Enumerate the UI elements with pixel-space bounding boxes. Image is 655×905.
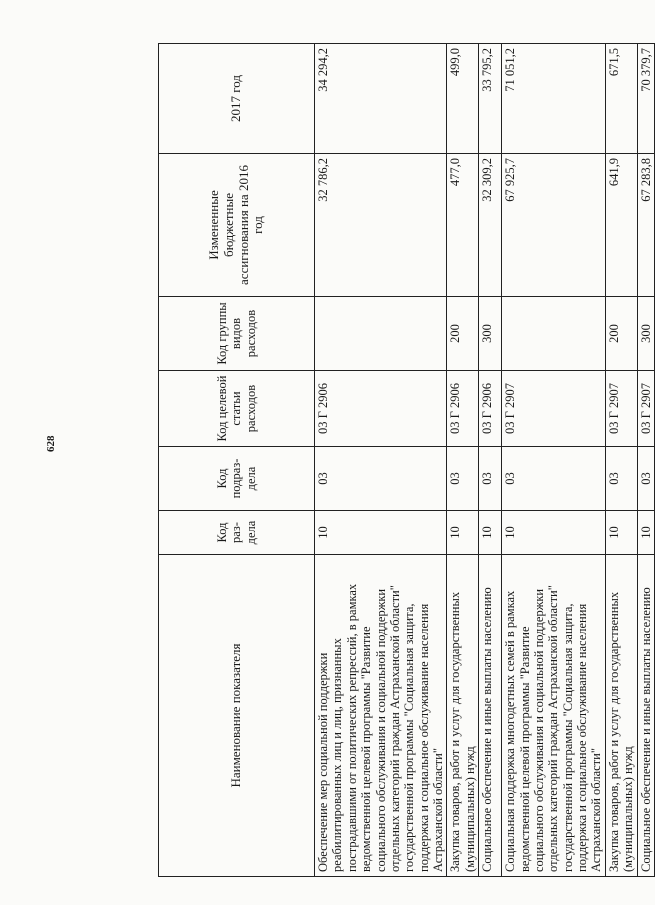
header-indicator-name: Наименование показателя	[159, 555, 315, 877]
cell-target-article-code: 03 Г 2906	[447, 371, 479, 447]
cell-subsection-code: 03	[479, 447, 502, 511]
page-number: 628	[45, 435, 57, 452]
cell-section-code: 10	[447, 511, 479, 555]
cell-indicator-name: Закупка товаров, работ и услуг для государственных (муниципальных) нужд	[447, 555, 479, 877]
cell-expense-group-code: 300	[637, 297, 654, 371]
header-subsection-code: Код подраз-дела	[159, 447, 315, 511]
table-header-row	[159, 44, 315, 877]
cell-subsection-code: 03	[637, 447, 654, 511]
cell-amount-2016: 67 283,8	[637, 154, 654, 297]
cell-section-code: 10	[605, 511, 637, 555]
cell-target-article-code: 03 Г 2907	[637, 371, 654, 447]
cell-target-article-code: 03 Г 2906	[315, 371, 447, 447]
cell-section-code: 10	[502, 511, 606, 555]
cell-indicator-name: Социальное обеспечение и иные выплаты населению	[479, 555, 502, 877]
header-amount-2017: 2017 год	[159, 44, 315, 154]
cell-amount-2017: 671,5	[605, 44, 637, 154]
table-row	[315, 44, 447, 877]
cell-amount-2016: 477,0	[447, 154, 479, 297]
cell-indicator-name: Социальное обеспечение и иные выплаты населению	[637, 555, 654, 877]
cell-subsection-code: 03	[605, 447, 637, 511]
cell-amount-2017: 71 051,2	[502, 44, 606, 154]
table-row	[605, 44, 637, 877]
cell-amount-2017: 499,0	[447, 44, 479, 154]
cell-expense-group-code	[315, 297, 447, 371]
cell-subsection-code: 03	[315, 447, 447, 511]
cell-section-code: 10	[479, 511, 502, 555]
rotated-table-container	[158, 44, 653, 877]
cell-amount-2017: 70 379,7	[637, 44, 654, 154]
cell-expense-group-code: 300	[479, 297, 502, 371]
cell-section-code: 10	[315, 511, 447, 555]
cell-amount-2017: 34 294,2	[315, 44, 447, 154]
cell-indicator-name: Обеспечение мер социальной поддержки реабилитированных лиц и лиц, признанных пострадавшими от политических репрессий, в рамках ведомственной целевой программы "Развитие социального обслуживания и социальной поддержки отдельных категорий граждан Астраханской области" государственной программы "Социальная защита, поддержка и социальное обслуживание населения Астраханской области"	[315, 555, 447, 877]
table-row	[502, 44, 606, 877]
cell-amount-2016: 641,9	[605, 154, 637, 297]
header-amount-2016: Измененные бюджетные ассигнования на 2016 год	[159, 154, 315, 297]
header-section-code: Код раз-дела	[159, 511, 315, 555]
header-target-article-code: Код целевой статьи расходов	[159, 371, 315, 447]
cell-amount-2016: 32 309,2	[479, 154, 502, 297]
cell-subsection-code: 03	[502, 447, 606, 511]
cell-subsection-code: 03	[447, 447, 479, 511]
cell-target-article-code: 03 Г 2907	[502, 371, 606, 447]
table-row	[447, 44, 479, 877]
cell-expense-group-code	[502, 297, 606, 371]
cell-target-article-code: 03 Г 2906	[479, 371, 502, 447]
cell-expense-group-code: 200	[447, 297, 479, 371]
cell-target-article-code: 03 Г 2907	[605, 371, 637, 447]
header-expense-group-code: Код группы видов расходов	[159, 297, 315, 371]
cell-amount-2016: 32 786,2	[315, 154, 447, 297]
budget-table	[158, 43, 655, 877]
cell-section-code: 10	[637, 511, 654, 555]
cell-amount-2017: 33 795,2	[479, 44, 502, 154]
cell-indicator-name: Социальная поддержка многодетных семей в рамках ведомственной целевой программы "Развитие социального обслуживания и социальной поддержки отдельных категорий граждан Астраханской области" государственной программы "Социальная защита, поддержка и социальное обслуживание населения Астраханской области"	[502, 555, 606, 877]
table-row	[479, 44, 502, 877]
cell-indicator-name: Закупка товаров, работ и услуг для государственных (муниципальных) нужд	[605, 555, 637, 877]
cell-amount-2016: 67 925,7	[502, 154, 606, 297]
cell-expense-group-code: 200	[605, 297, 637, 371]
table-row	[637, 44, 654, 877]
